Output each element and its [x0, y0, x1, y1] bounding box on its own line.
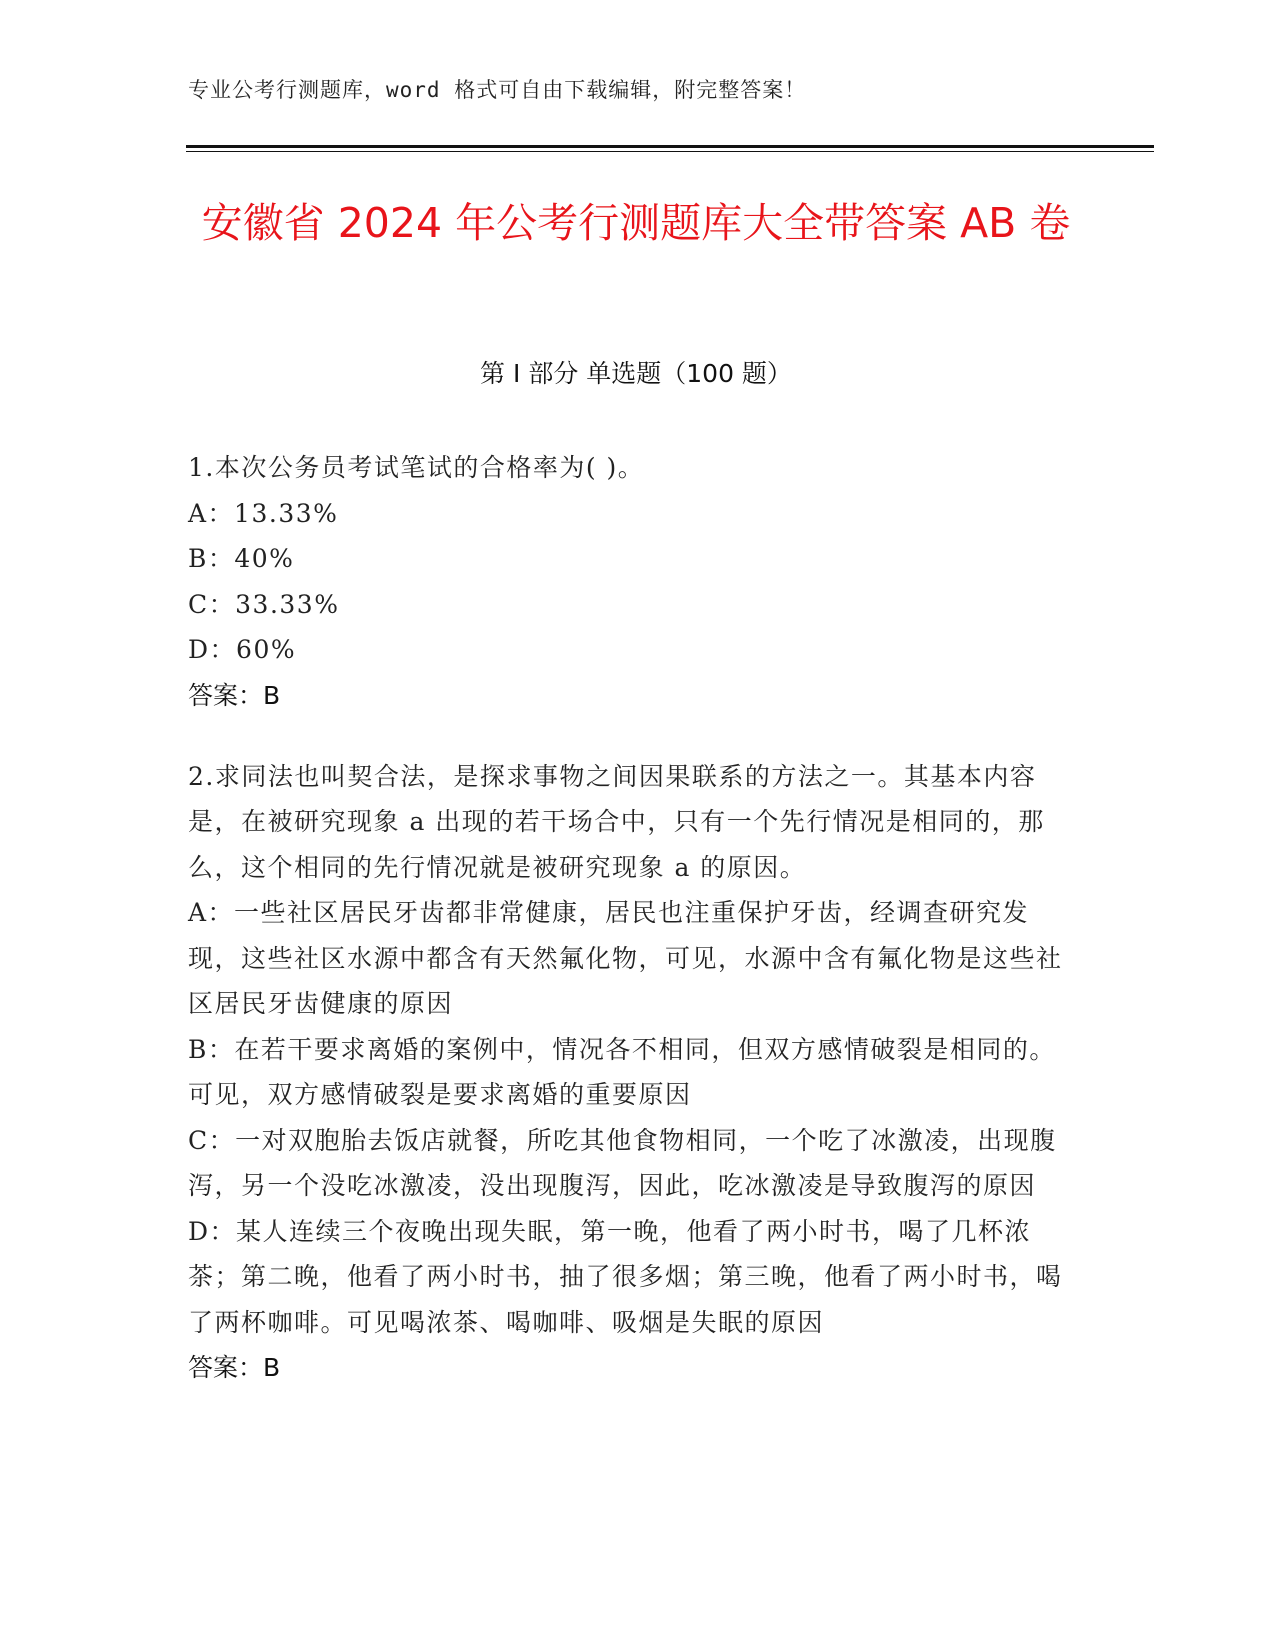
section-heading: 第 I 部分 单选题（100 题）	[480, 359, 792, 388]
option-b: B：40%	[188, 544, 295, 573]
option-d: D：60%	[188, 635, 297, 664]
option-c: C：一对双胞胎去饭店就餐，所吃其他食物相同，一个吃了冰激凌，出现腹泻，另一个没吃冰激凌，没出现腹泻，因此，吃冰激凌是导致腹泻的原因	[188, 1125, 1057, 1200]
header-divider-thin	[186, 151, 1154, 152]
header-note: 专业公考行测题库，word 格式可自由下载编辑，附完整答案！	[188, 78, 807, 102]
option-b: B：在若干要求离婚的案例中，情况各不相同，但双方感情破裂是相同的。可见，双方感情破裂是要求离婚的重要原因	[188, 1034, 1056, 1109]
answer: 答案：B	[188, 680, 281, 710]
question-stem: 2.求同法也叫契合法，是探求事物之间因果联系的方法之一。其基本内容是，在被研究现象 a 出现的若干场合中，只有一个先行情况是相同的，那么，这个相同的先行情况就是被研究现象 a 的原因。	[188, 761, 1045, 882]
question-1	[188, 445, 1068, 718]
header-divider-thick	[186, 145, 1154, 148]
question-2	[188, 754, 1068, 1391]
question-list	[188, 445, 1068, 1426]
option-d: D：某人连续三个夜晚出现失眠，第一晚，他看了两小时书，喝了几杯浓茶；第二晚，他看了两小时书，抽了很多烟；第三晚，他看了两小时书，喝了两杯咖啡。可见喝浓茶、喝咖啡、吸烟是失眠的原因	[188, 1216, 1063, 1337]
document-title: 安徽省 2024 年公考行测题库大全带答案 AB 卷	[201, 199, 1071, 247]
question-stem: 1.本次公务员考试笔试的合格率为( )。	[188, 453, 645, 482]
option-a: A：13.33%	[188, 498, 339, 528]
option-c: C：33.33%	[188, 589, 340, 619]
option-a: A：一些社区居民牙齿都非常健康，居民也注重保护牙齿，经调查研究发现，这些社区水源中都含有天然氟化物，可见，水源中含有氟化物是这些社区居民牙齿健康的原因	[188, 898, 1063, 1018]
answer: 答案：B	[188, 1353, 281, 1382]
